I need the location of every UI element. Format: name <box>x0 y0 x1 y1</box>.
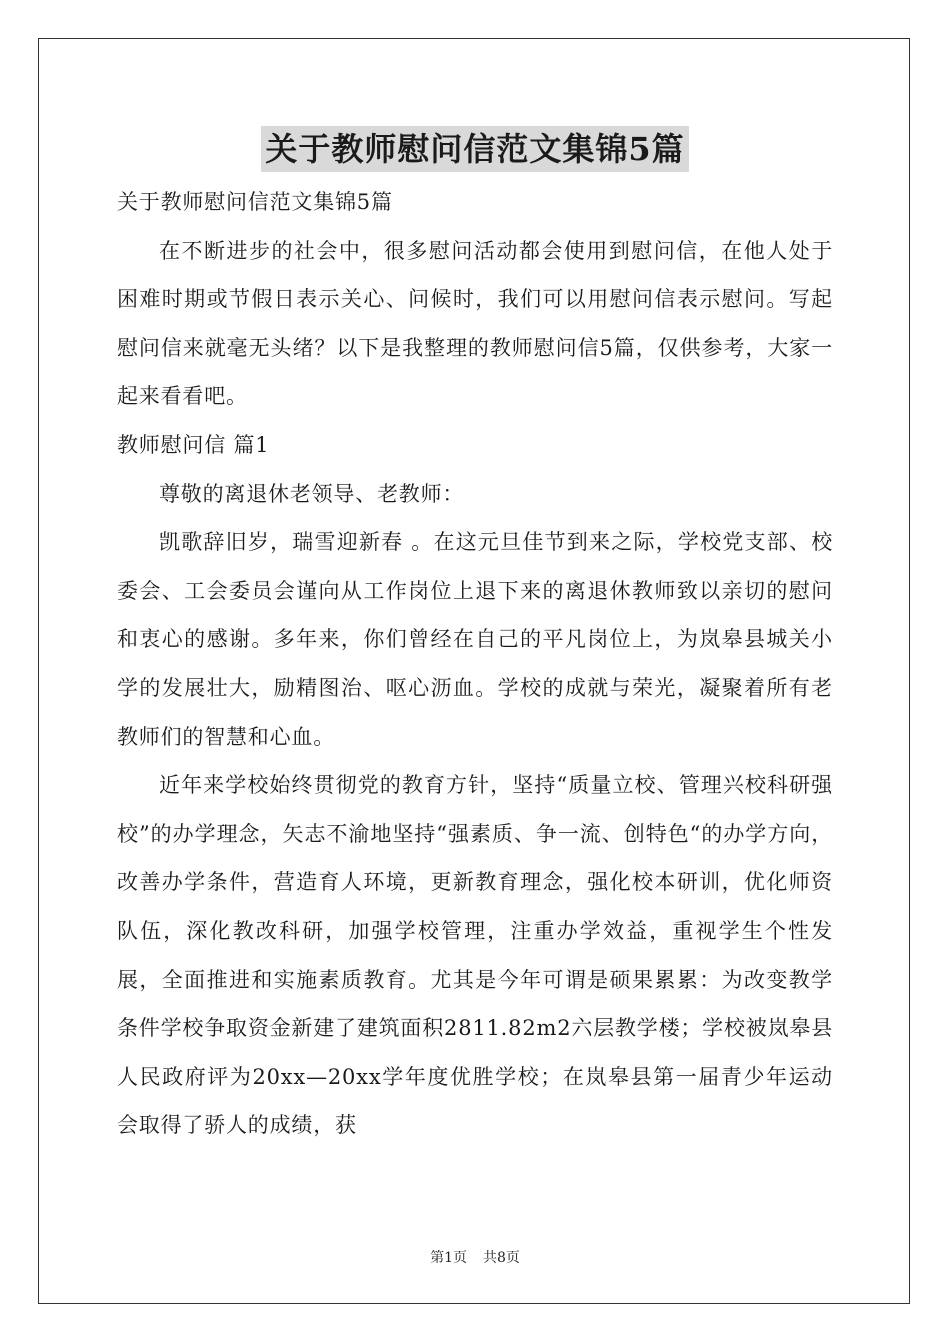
section-heading: 教师慰问信 篇1 <box>117 432 270 457</box>
document-body <box>117 178 833 1150</box>
body-paragraph-1: 凯歌辞旧岁，瑞雪迎新春 。在这元旦佳节到来之际，学校党支部、校委会、工会委员会谨向从工作岗位上退下来的离退休教师致以亲切的慰问和衷心的感谢。多年来，你们曾经在自己的平凡岗位上，为岚皋县城关小学的发展壮大，励精图治、呕心沥血。学校的成就与荣光，凝聚着所有老教师们的智慧和心血。 <box>117 530 833 749</box>
salutation: 尊敬的离退休老领导、老教师： <box>159 481 465 506</box>
page-total: 共8页 <box>483 1250 520 1266</box>
document-title <box>0 126 950 172</box>
body-paragraph-2: 近年来学校始终贯彻党的教育方针，坚持“质量立校、管理兴校科研强校”的办学理念，矢志不渝地坚持“强素质、争一流、创特色“的办学方向，改善办学条件，营造育人环境，更新教育理念，强化校本研训，优化师资队伍，深化教改科研，加强学校管理，注重办学效益，重视学生个性发展，全面推进和实施素质教育。尤其是今年可谓是硕果累累：为改变教学条件学校争取资金新建了建筑面积2811.82m2六层教学楼；学校被岚皋县人民政府评为20xx—20xx学年度优胜学校；在岚皋县第一届青少年运动会取得了骄人的成绩，获 <box>117 773 833 1138</box>
page-footer <box>0 1247 950 1267</box>
document-title-text: 关于教师慰问信范文集锦5篇 <box>261 126 688 172</box>
intro-paragraph: 在不断进步的社会中，很多慰问活动都会使用到慰问信，在他人处于困难时期或节假日表示关心、问候时，我们可以用慰问信表示慰问。写起慰问信来就毫无头绪？以下是我整理的教师慰问信5篇，仅供参考，大家一起来看看吧。 <box>117 238 833 409</box>
document-subtitle: 关于教师慰问信范文集锦5篇 <box>117 190 393 214</box>
page-number: 第1页 <box>430 1250 467 1266</box>
